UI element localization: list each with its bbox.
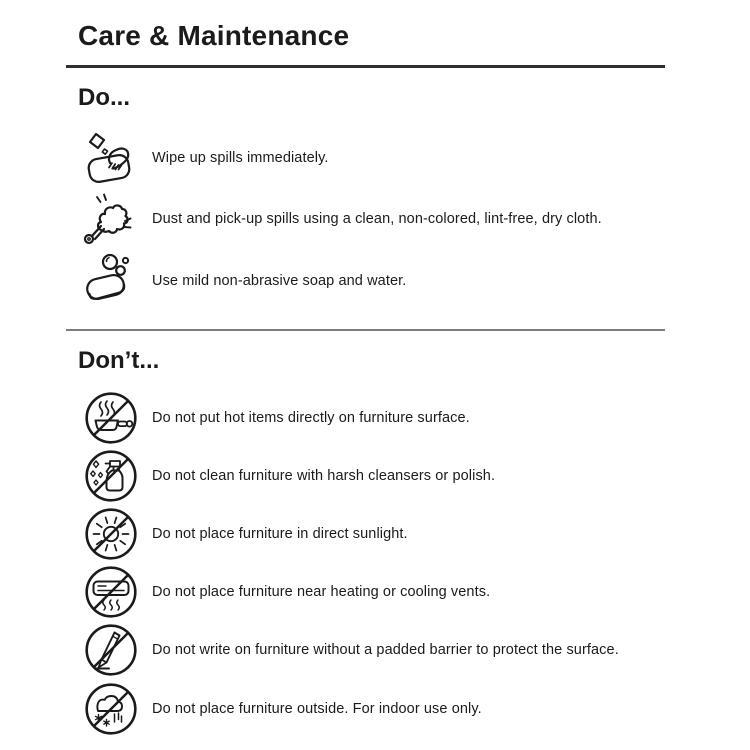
no-harsh-cleansers-icon [84, 449, 138, 503]
do-item-text: Wipe up spills immediately. [152, 150, 329, 166]
no-heating-vents-icon [84, 565, 138, 619]
section-divider [66, 329, 665, 331]
dont-item-harsh-cleansers [84, 448, 495, 504]
dont-item-text: Do not place furniture in direct sunlight. [152, 526, 408, 542]
no-writing-icon [84, 623, 138, 677]
dont-item-heating-vents [84, 564, 490, 620]
dont-item-text: Do not put hot items directly on furniture surface. [152, 410, 470, 426]
soap-bubbles-icon [80, 252, 138, 310]
dont-item-text: Do not clean furniture with harsh cleansers or polish. [152, 468, 496, 484]
do-item-text: Dust and pick-up spills using a clean, non-colored, lint-free, dry cloth. [152, 211, 602, 227]
dont-item-text: Do not place furniture near heating or cooling vents. [152, 584, 491, 600]
do-section-heading: Do... [78, 84, 130, 111]
do-item-dust [80, 189, 602, 249]
dont-item-writing [84, 622, 619, 678]
do-item-wipe-spills [80, 128, 329, 188]
feather-duster-icon [80, 190, 138, 248]
do-item-text: Use mild non-abrasive soap and water. [152, 273, 407, 289]
no-hot-items-icon [84, 391, 138, 445]
no-direct-sunlight-icon [84, 507, 138, 561]
dont-item-text: Do not write on furniture without a padded barrier to protect the surface. [152, 642, 619, 658]
dont-item-direct-sunlight [84, 506, 408, 562]
no-outdoor-use-icon [84, 682, 138, 736]
dont-section-heading: Don’t... [78, 347, 160, 374]
dont-item-outdoor-use [84, 681, 482, 737]
page-title: Care & Maintenance [78, 20, 350, 51]
do-item-soap [80, 251, 406, 311]
wipe-hand-icon [80, 129, 138, 187]
dont-item-text: Do not place furniture outside. For indoor use only. [152, 701, 482, 717]
title-divider [66, 65, 665, 68]
dont-item-hot-items [84, 390, 470, 446]
